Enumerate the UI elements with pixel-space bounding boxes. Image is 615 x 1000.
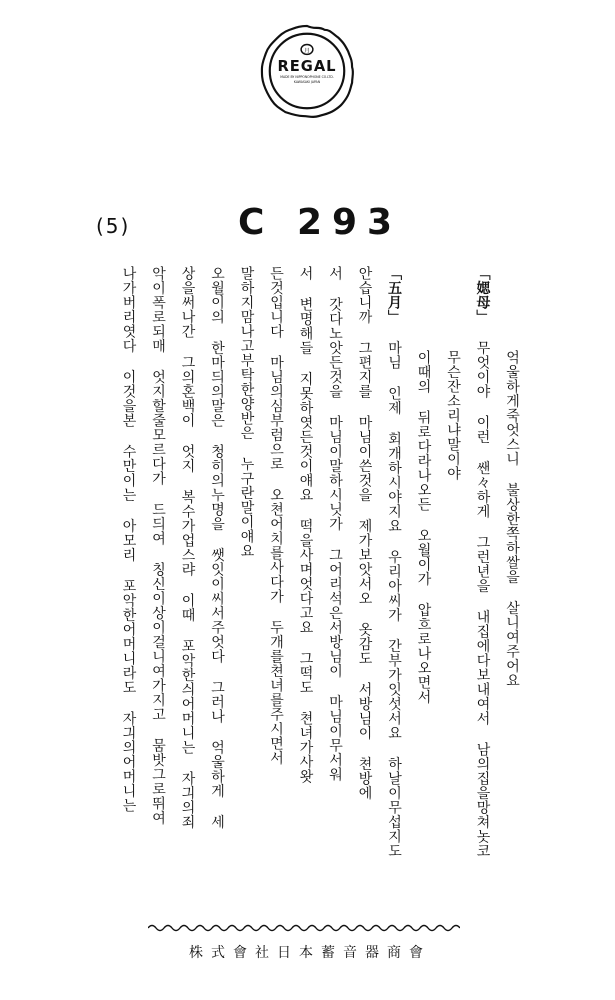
text-column xyxy=(379,266,409,904)
decorative-wave-rule xyxy=(148,922,460,934)
column-text: 이때의 뒤로다라나오든 오월이가 압흐로나오면서 xyxy=(415,350,432,704)
text-column xyxy=(408,266,438,904)
column-text: 든것입니다 마님의심부럼으로 오쳔어치를사다가 두개를쳔녀를주시면서 xyxy=(268,266,284,765)
regal-maker-text: MADE BY NIPPONOPHONE CO.LTD. xyxy=(280,74,334,79)
regal-logo-seal xyxy=(258,22,356,120)
text-column xyxy=(113,266,143,904)
speaker-label: 「媤母」 xyxy=(474,266,491,324)
catalog-number: C 293 xyxy=(238,202,403,243)
column-text: 나가버리엿다 이것을본 수만이는 아모리 포악한어머니라도 자긔의어머니는 xyxy=(120,266,137,813)
column-text: 오월이의 한마듸의말은 청히의누명을 쌧잇이씨서주엇다 그러나 억울하게 세 xyxy=(209,266,225,829)
text-column xyxy=(438,266,468,904)
text-column xyxy=(467,266,497,904)
column-text: 상을써나간 그의혼백이 엇지 복수가업스랴 이때 포악한싀어머니는 자긔의죄 xyxy=(179,266,196,829)
column-text: 억울하게죽엇스니 불상한쪽하쌀을 살니여주어요 xyxy=(504,350,520,688)
text-column xyxy=(320,266,350,904)
column-text: 무슨잔소리냐말이야 xyxy=(445,350,461,481)
text-column xyxy=(231,266,261,904)
column-text: 무엇이야 이런 쌘々하게 그런년을 내집에다보내여서 남의집을망쳐놋코 xyxy=(474,340,491,858)
regal-brand-text: REGAL xyxy=(277,58,337,75)
regal-city-text: KAWASAKI JAPAN xyxy=(293,79,321,84)
lyrics-text-block xyxy=(84,266,526,904)
svg-text:月: 月 xyxy=(304,48,310,55)
column-text: 서 갓다노앗든것을 마님이말하시닛가 그어리석은서방님이 마님이무서워 xyxy=(327,266,343,782)
column-text: 말하지맘나고부탁한양반은 누구란말이얘요 xyxy=(238,266,255,558)
text-column xyxy=(143,266,173,904)
text-column xyxy=(172,266,202,904)
text-column xyxy=(349,266,379,904)
text-column xyxy=(261,266,291,904)
text-column xyxy=(202,266,232,904)
speaker-label: 「五月」 xyxy=(386,266,402,324)
column-text: 마님 인제 회개하시야지요 우리아씨가 간부가잇섯서요 하날이무섭지도 xyxy=(386,340,402,858)
column-text: 서 변명해들 지못하엿든것이얘요 떡을사며엇다고요 그떡도 쳔녀가사왓 xyxy=(297,266,314,784)
page-number: (5) xyxy=(96,214,131,238)
text-column xyxy=(290,266,320,904)
column-text: 안습니까 그편지를 마님이쓴것을 제가보앗서오 옷감도 서방님이 쳔방에 xyxy=(356,266,373,800)
regal-logo xyxy=(258,22,356,120)
text-column xyxy=(497,266,527,904)
publisher-name: 株式會社日本蓄音器商會 xyxy=(189,945,431,961)
column-text: 악이폭로되매 엇지할줄모르다가 드듸여 칭신이상이걸니여가지고 뭄밧그로뛰여 xyxy=(150,266,166,825)
